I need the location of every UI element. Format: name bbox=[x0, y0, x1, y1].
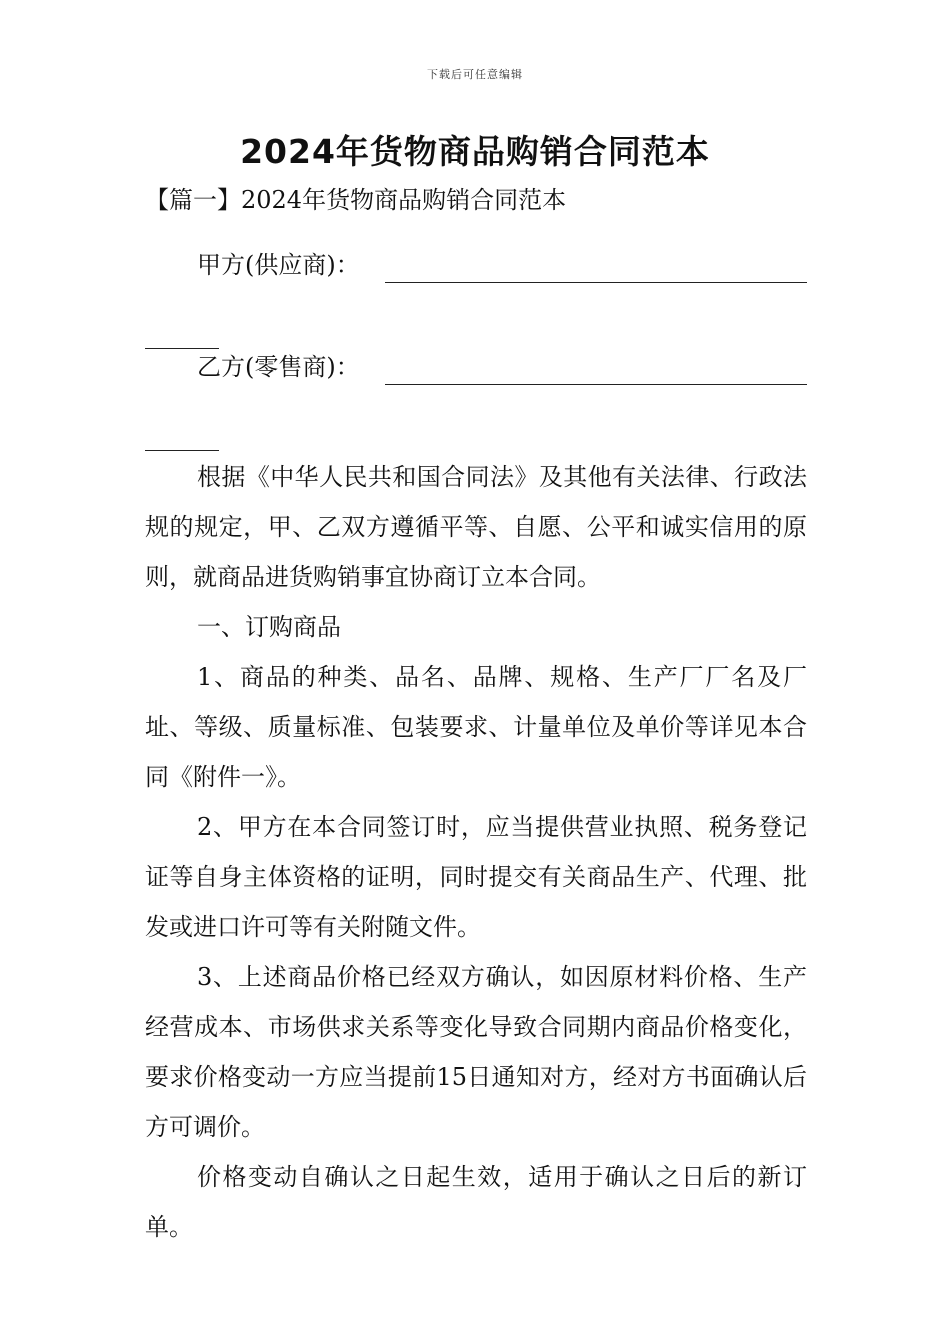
document-body bbox=[145, 180, 807, 1252]
party-a-label: 甲方(供应商)： bbox=[197, 251, 360, 279]
paragraph-clause-2: 2、甲方在本合同签订时，应当提供营业执照、税务登记证等自身主体资格的证明，同时提交有关商品生产、代理、批发或进口许可等有关附随文件。 bbox=[145, 813, 807, 941]
party-b-field bbox=[145, 322, 807, 424]
party-a-field bbox=[145, 220, 807, 322]
party-b-blank-line-continued bbox=[145, 450, 219, 451]
paragraph-clause-3: 3、上述商品价格已经双方确认，如因原材料价格、生产经营成本、市场供求关系等变化导致合同期内商品价格变化，要求价格变动一方应当提前15日通知对方，经对方书面确认后方可调价。 bbox=[145, 963, 807, 1141]
header-note: 下载后可任意编辑 bbox=[427, 68, 523, 81]
party-b-label: 乙方(零售商)： bbox=[197, 353, 360, 381]
document-title: 2024年货物商品购销合同范本 bbox=[240, 132, 710, 171]
paragraph-section-heading: 一、订购商品 bbox=[197, 613, 341, 641]
party-a-blank-line bbox=[385, 282, 807, 283]
paragraph-price-effective: 价格变动自确认之日起生效，适用于确认之日后的新订单。 bbox=[145, 1163, 807, 1241]
paragraph-preamble: 根据《中华人民共和国合同法》及其他有关法律、行政法规的规定，甲、乙双方遵循平等、自愿、公平和诚实信用的原则，就商品进货购销事宜协商订立本合同。 bbox=[145, 463, 807, 591]
paragraph-clause-1: 1、商品的种类、品名、品牌、规格、生产厂厂名及厂址、等级、质量标准、包装要求、计量单位及单价等详见本合同《附件一》。 bbox=[145, 663, 807, 791]
section-subtitle: 【篇一】2024年货物商品购销合同范本 bbox=[145, 186, 567, 214]
party-b-blank-line bbox=[385, 384, 807, 385]
spacer bbox=[145, 424, 807, 452]
